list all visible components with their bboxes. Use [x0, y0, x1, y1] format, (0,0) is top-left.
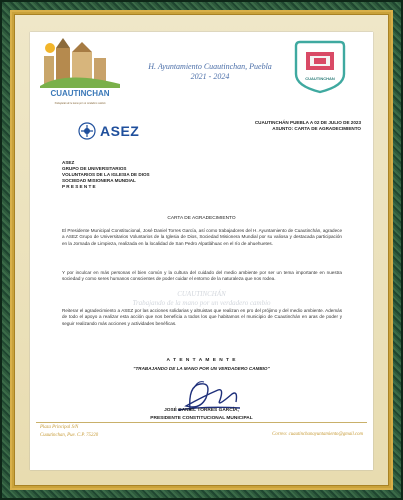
date-subject-block — [191, 120, 361, 132]
watermark-tagline: Trabajando de la mano por un verdadero cambio — [132, 299, 271, 307]
subject-line: ASUNTO: CARTA DE AGRADECIMIENTO — [272, 126, 361, 131]
recipient-line: VOLUNTARIOS DE LA IGLESIA DE DIOS — [62, 172, 150, 177]
footer-address-line-1: Plaza Principal S/N — [40, 425, 79, 430]
motto: "TRABAJANDO DE LA MANO POR UN VERDADERO CAMBIO" — [133, 366, 270, 371]
left-logo-tagline: Trabajando de la mano por un verdadero cambio — [54, 102, 106, 105]
header-line-2: 2021 - 2024 — [190, 72, 230, 81]
paragraph-2: Y por inculcar en más personas el bien común y la cultura del cuidado del medio ambiente por ser un tema importante en nuestra sociedad y como seres humanos conscientes de poder cuidar el entorno de la naturaleza que nos rodea. — [62, 270, 342, 282]
recipient-line: GRUPO DE UNIVERSITARIOS — [62, 166, 127, 171]
paragraph-3: Reiterar el agradecimiento a ASEZ por las acciones solidarias y altruistas que realizan en pro del prójimo y del medio ambiente. Además de todo el apoyo a realizar esta acción que nos beneficia a todos los que habitamos el municipio de Cuautinchán en aras de poder y seguir realizando más acciones y actividades benéficas. — [62, 308, 342, 326]
cuautinchan-seal-logo — [292, 38, 348, 94]
footer-email: Correo: cuautinchanayuntamiento@gmail.com — [272, 432, 363, 437]
paragraph-1: El Presidente Municipal Constitucional, José Daniel Torres García, así como trabajadores del H. Ayuntamiento de Cuautinchán, agradece a ASEZ Grupo de Universitarios Voluntarios de la Iglesia de Dios, Sociedad Misionera Mundial por su valiosa y destacada participación en la Jornada de Limpieza, realizada en la localidad de San Pedro Alpatláhuac en el río de ahuehuetes. — [62, 228, 342, 246]
left-logo-text: CUAUTINCHAN — [50, 89, 110, 98]
asez-logo-text: ASEZ — [100, 123, 140, 139]
asez-emblem-icon — [78, 122, 96, 140]
signer-name: JOSÉ DANIEL TORRES GARCÍA, — [164, 408, 239, 413]
date-line: CUAUTINCHÁN PUEBLA A 02 DE JULIO DE 2023 — [254, 120, 361, 125]
watermark — [30, 290, 373, 308]
recipient-block — [62, 160, 262, 190]
footer-address-line-2: Cuautinchan, Pue. C.P. 75220 — [40, 433, 99, 438]
recipient-line: P R E S E N T E — [62, 184, 96, 189]
letter-title: CARTA DE AGRADECIMIENTO — [167, 216, 236, 221]
asez-logo — [98, 122, 168, 140]
recipient-line: ASEZ — [62, 160, 75, 165]
signer-role: PRESIDENTE CONSTITUCIONAL MUNICIPAL — [150, 416, 253, 421]
cuautinchan-left-logo — [36, 34, 124, 108]
letter-paper — [30, 32, 373, 470]
closing: A T E N T A M E N T E — [166, 358, 237, 363]
footer-divider — [36, 422, 367, 423]
header-line-1: H. Ayuntamiento Cuautinchan, Puebla — [148, 62, 272, 71]
right-logo-text: CUAUTINCHAN — [305, 76, 335, 81]
footer-address — [40, 424, 98, 440]
header-title — [120, 62, 300, 82]
recipient-line: SOCIEDAD MISIONERA MUNDIAL — [62, 178, 136, 183]
watermark-title: CUAUTINCHÁN — [177, 290, 226, 298]
